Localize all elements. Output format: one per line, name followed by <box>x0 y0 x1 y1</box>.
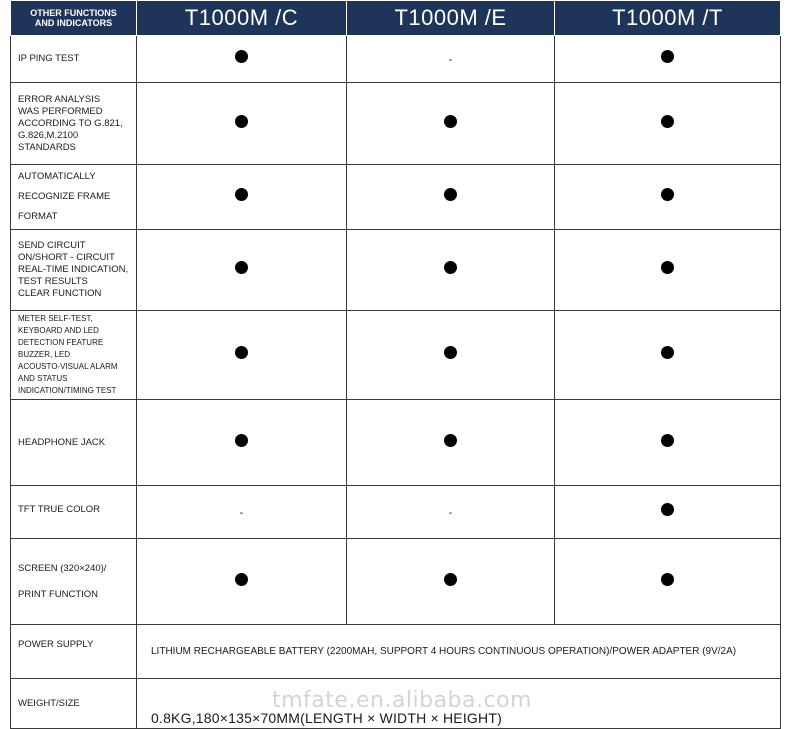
filled-dot-icon <box>661 573 674 586</box>
support-cell <box>137 311 347 400</box>
feature-label: METER SELF-TEST, KEYBOARD AND LED DETECTION FEATURE BUZZER, LED ACOUSTO-VISUAL ALARM AND STATUS INDICATION/TIMING TEST <box>11 311 137 400</box>
support-cell <box>555 539 781 625</box>
filled-dot-icon <box>661 261 674 274</box>
support-cell <box>347 165 555 230</box>
support-cell <box>137 539 347 625</box>
support-cell <box>347 486 555 539</box>
dash-mark: - <box>239 507 244 519</box>
support-cell <box>347 36 555 83</box>
weight-size-value: 0.8KG,180×135×70MM(LENGTH × WIDTH × HEIGHT) <box>137 679 781 729</box>
support-cell <box>347 230 555 311</box>
support-cell <box>555 165 781 230</box>
header-corner <box>11 1 137 36</box>
filled-dot-icon <box>661 115 674 128</box>
support-cell <box>555 311 781 400</box>
filled-dot-icon <box>661 434 674 447</box>
filled-dot-icon <box>235 434 248 447</box>
table-row <box>11 400 781 486</box>
feature-label: AUTOMATICALLY RECOGNIZE FRAME FORMAT <box>11 165 137 230</box>
support-cell <box>137 486 347 539</box>
weight-size-label: WEIGHT/SIZE <box>11 679 137 729</box>
model-header-e: T1000M /E <box>347 1 555 36</box>
model-header-t: T1000M /T <box>555 1 781 36</box>
power-supply-value: LITHIUM RECHARGEABLE BATTERY (2200MAH, SUPPORT 4 HOURS CONTINUOUS OPERATION)/POWER ADAPTER (9V/2A) <box>137 625 781 679</box>
support-cell <box>347 539 555 625</box>
power-supply-label: POWER SUPPLY <box>11 625 137 679</box>
table-row <box>11 36 781 83</box>
table-row <box>11 539 781 625</box>
support-cell <box>347 83 555 165</box>
power-supply-row <box>11 625 781 679</box>
filled-dot-icon <box>235 573 248 586</box>
header-row <box>11 1 781 36</box>
filled-dot-icon <box>235 261 248 274</box>
table-row <box>11 230 781 311</box>
filled-dot-icon <box>444 261 457 274</box>
feature-label: ERROR ANALYSIS WAS PERFORMED ACCORDING TO G.821, G.826,M.2100 STANDARDS <box>11 83 137 165</box>
dash-mark: - <box>448 54 453 66</box>
support-cell <box>555 36 781 83</box>
support-cell <box>555 83 781 165</box>
filled-dot-icon <box>661 346 674 359</box>
corner-line-2: AND INDICATORS <box>34 18 113 28</box>
support-cell <box>555 486 781 539</box>
model-header-c: T1000M /C <box>137 1 347 36</box>
table-row <box>11 311 781 400</box>
filled-dot-icon <box>444 346 457 359</box>
support-cell <box>555 230 781 311</box>
feature-label: SEND CIRCUIT ON/SHORT - CIRCUIT REAL-TIME INDICATION, TEST RESULTS CLEAR FUNCTION <box>11 230 137 311</box>
feature-label: HEADPHONE JACK <box>11 400 137 486</box>
filled-dot-icon <box>661 503 674 516</box>
filled-dot-icon <box>444 188 457 201</box>
table-row <box>11 486 781 539</box>
filled-dot-icon <box>444 434 457 447</box>
filled-dot-icon <box>235 115 248 128</box>
table-row <box>11 165 781 230</box>
filled-dot-icon <box>661 188 674 201</box>
filled-dot-icon <box>444 573 457 586</box>
support-cell <box>137 36 347 83</box>
functions-comparison-table <box>10 0 781 729</box>
feature-label: IP PING TEST <box>11 36 137 83</box>
support-cell <box>555 400 781 486</box>
filled-dot-icon <box>235 188 248 201</box>
table-row <box>11 83 781 165</box>
support-cell <box>137 165 347 230</box>
support-cell <box>347 400 555 486</box>
feature-label: SCREEN (320×240)/ PRINT FUNCTION <box>11 539 137 625</box>
filled-dot-icon <box>661 50 674 63</box>
filled-dot-icon <box>444 115 457 128</box>
support-cell <box>137 400 347 486</box>
corner-line-1: OTHER FUNCTIONS <box>30 8 117 18</box>
filled-dot-icon <box>235 346 248 359</box>
watermark: tmfate.en.alibaba.com <box>272 688 532 713</box>
support-cell <box>137 230 347 311</box>
support-cell <box>137 83 347 165</box>
feature-label: TFT TRUE COLOR <box>11 486 137 539</box>
filled-dot-icon <box>235 50 248 63</box>
support-cell <box>347 311 555 400</box>
dash-mark: - <box>448 507 453 519</box>
weight-size-row <box>11 679 781 729</box>
